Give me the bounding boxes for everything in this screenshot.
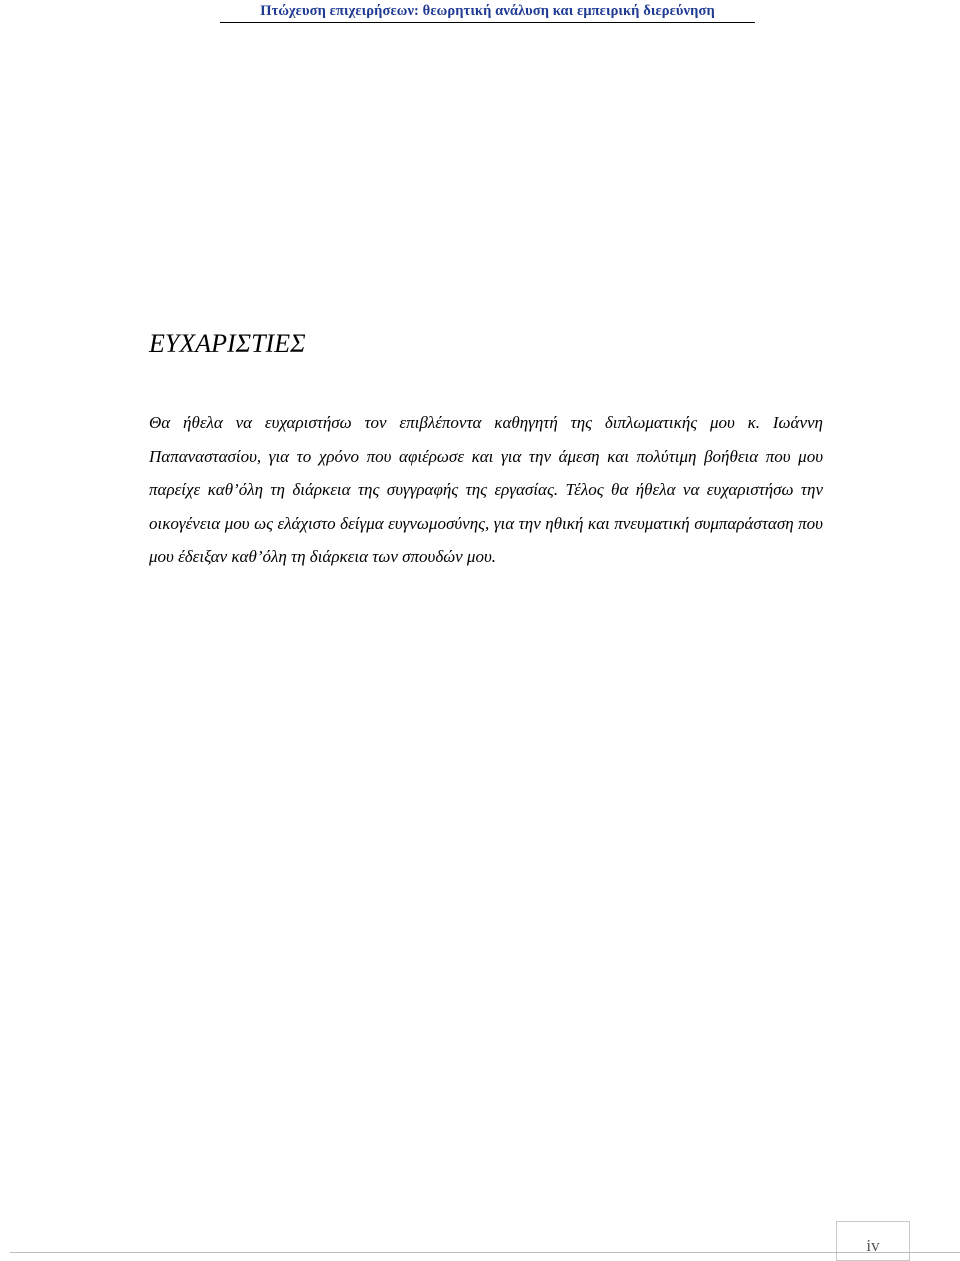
footer-rule — [10, 1252, 960, 1253]
section-title: ΕΥΧΑΡΙΣΤΙΕΣ — [149, 329, 306, 358]
page-number: iv — [866, 1236, 880, 1255]
acknowledgements-paragraph: Θα ήθελα να ευχαριστήσω τον επιβλέποντα καθηγητή της διπλωματικής μου κ. Ιωάννη Παπαναστασίου, για το χρόνο που αφιέρωσε και για την άμεση και πολύτιμη βοήθεια που μου παρείχε καθ’όλη τη διάρκεια της συγγραφής της εργασίας. Τέλος θα ήθελα να ευχαριστήσω την οικογένεια μου ως ελάχιστο δείγμα ευγνωμοσύνης, για την ηθική και πνευματική συμπαράσταση που μου έδειξαν καθ’όλη τη διάρκεια των σπουδών μου. — [149, 413, 823, 566]
running-header-title: Πτώχευση επιχειρήσεων: θεωρητική ανάλυση και εμπειρική διερεύνηση — [260, 3, 715, 19]
page-number-box — [836, 1221, 910, 1261]
running-header — [220, 0, 755, 23]
